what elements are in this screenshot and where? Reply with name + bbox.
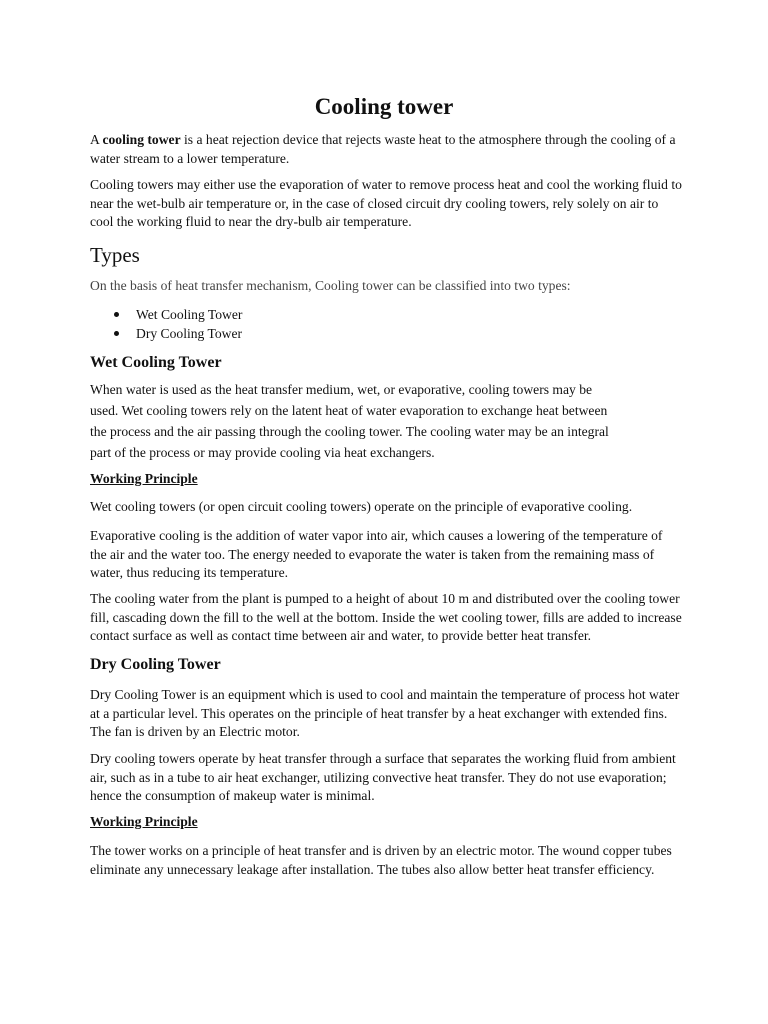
intro-paragraph — [90, 131, 682, 168]
types-heading: Types — [90, 243, 140, 267]
wet-paragraph-4: The cooling water from the plant is pumped to a height of about 10 m and distributed over the cooling tower fill, cascading down the fill to the well at the bottom. Inside the wet cooling tower, fills are added to increase contact surface as well as contact time between air and water, to provide better heat transfer. — [90, 591, 682, 643]
dry-heading: Dry Cooling Tower — [90, 656, 221, 673]
intro-lead: A — [90, 132, 103, 147]
dry-principle-heading: Working Principle — [90, 814, 198, 829]
dry-paragraph-2: Dry cooling towers operate by heat transfer through a surface that separates the working fluid from ambient air, such as in a tube to air heat exchanger, utilizing convective heat transfer. They do not use evaporation; hence the consumption of makeup water is minimal. — [90, 751, 676, 803]
intro-paragraph-2: Cooling towers may either use the evaporation of water to remove process heat and cool the working fluid to near the wet-bulb air temperature or, in the case of closed circuit dry cooling towers, rely solely on air to cool the working fluid to near the dry-bulb air temperature. — [90, 177, 682, 229]
intro-rest: is a heat rejection device that rejects waste heat to the atmosphere through the cooling of a water stream to a lower temperature. — [90, 132, 676, 166]
wet-paragraph-3: Evaporative cooling is the addition of water vapor into air, which causes a lowering of the temperature of the air and the water too. The energy needed to evaporate the water is taken from the remaining mass of water, thus reducing its temperature. — [90, 528, 663, 580]
dry-paragraph-3: The tower works on a principle of heat transfer and is driven by an electric motor. The wound copper tubes eliminate any unnecessary leakage after installation. The tubes also allow better heat transfer efficiency. — [90, 843, 672, 877]
intro-term: cooling tower — [102, 132, 181, 147]
dry-paragraph-1: Dry Cooling Tower is an equipment which is used to cool and maintain the temperature of process hot water at a particular level. This operates on the principle of heat transfer by a heat exchanger with extended fins. The fan is driven by an Electric motor. — [90, 687, 680, 739]
page-title: Cooling tower — [314, 94, 454, 119]
wet-paragraph-2: Wet cooling towers (or open circuit cooling towers) operate on the principle of evaporative cooling. — [90, 499, 633, 514]
wet-heading: Wet Cooling Tower — [90, 354, 222, 371]
wet-paragraph-1: When water is used as the heat transfer medium, wet, or evaporative, cooling towers may be used. Wet cooling towers rely on the latent heat of water evaporation to exchange heat between the process and the air passing through the cooling tower. The cooling water may be an integral part of the process or may provide cooling via heat exchangers. — [90, 382, 609, 460]
list-item: Dry Cooling Tower — [90, 324, 242, 343]
list-item: Wet Cooling Tower — [90, 305, 242, 324]
types-list — [90, 305, 242, 343]
wet-principle-heading: Working Principle — [90, 471, 198, 486]
types-lead: On the basis of heat transfer mechanism, Cooling tower can be classified into two types: — [90, 278, 571, 293]
